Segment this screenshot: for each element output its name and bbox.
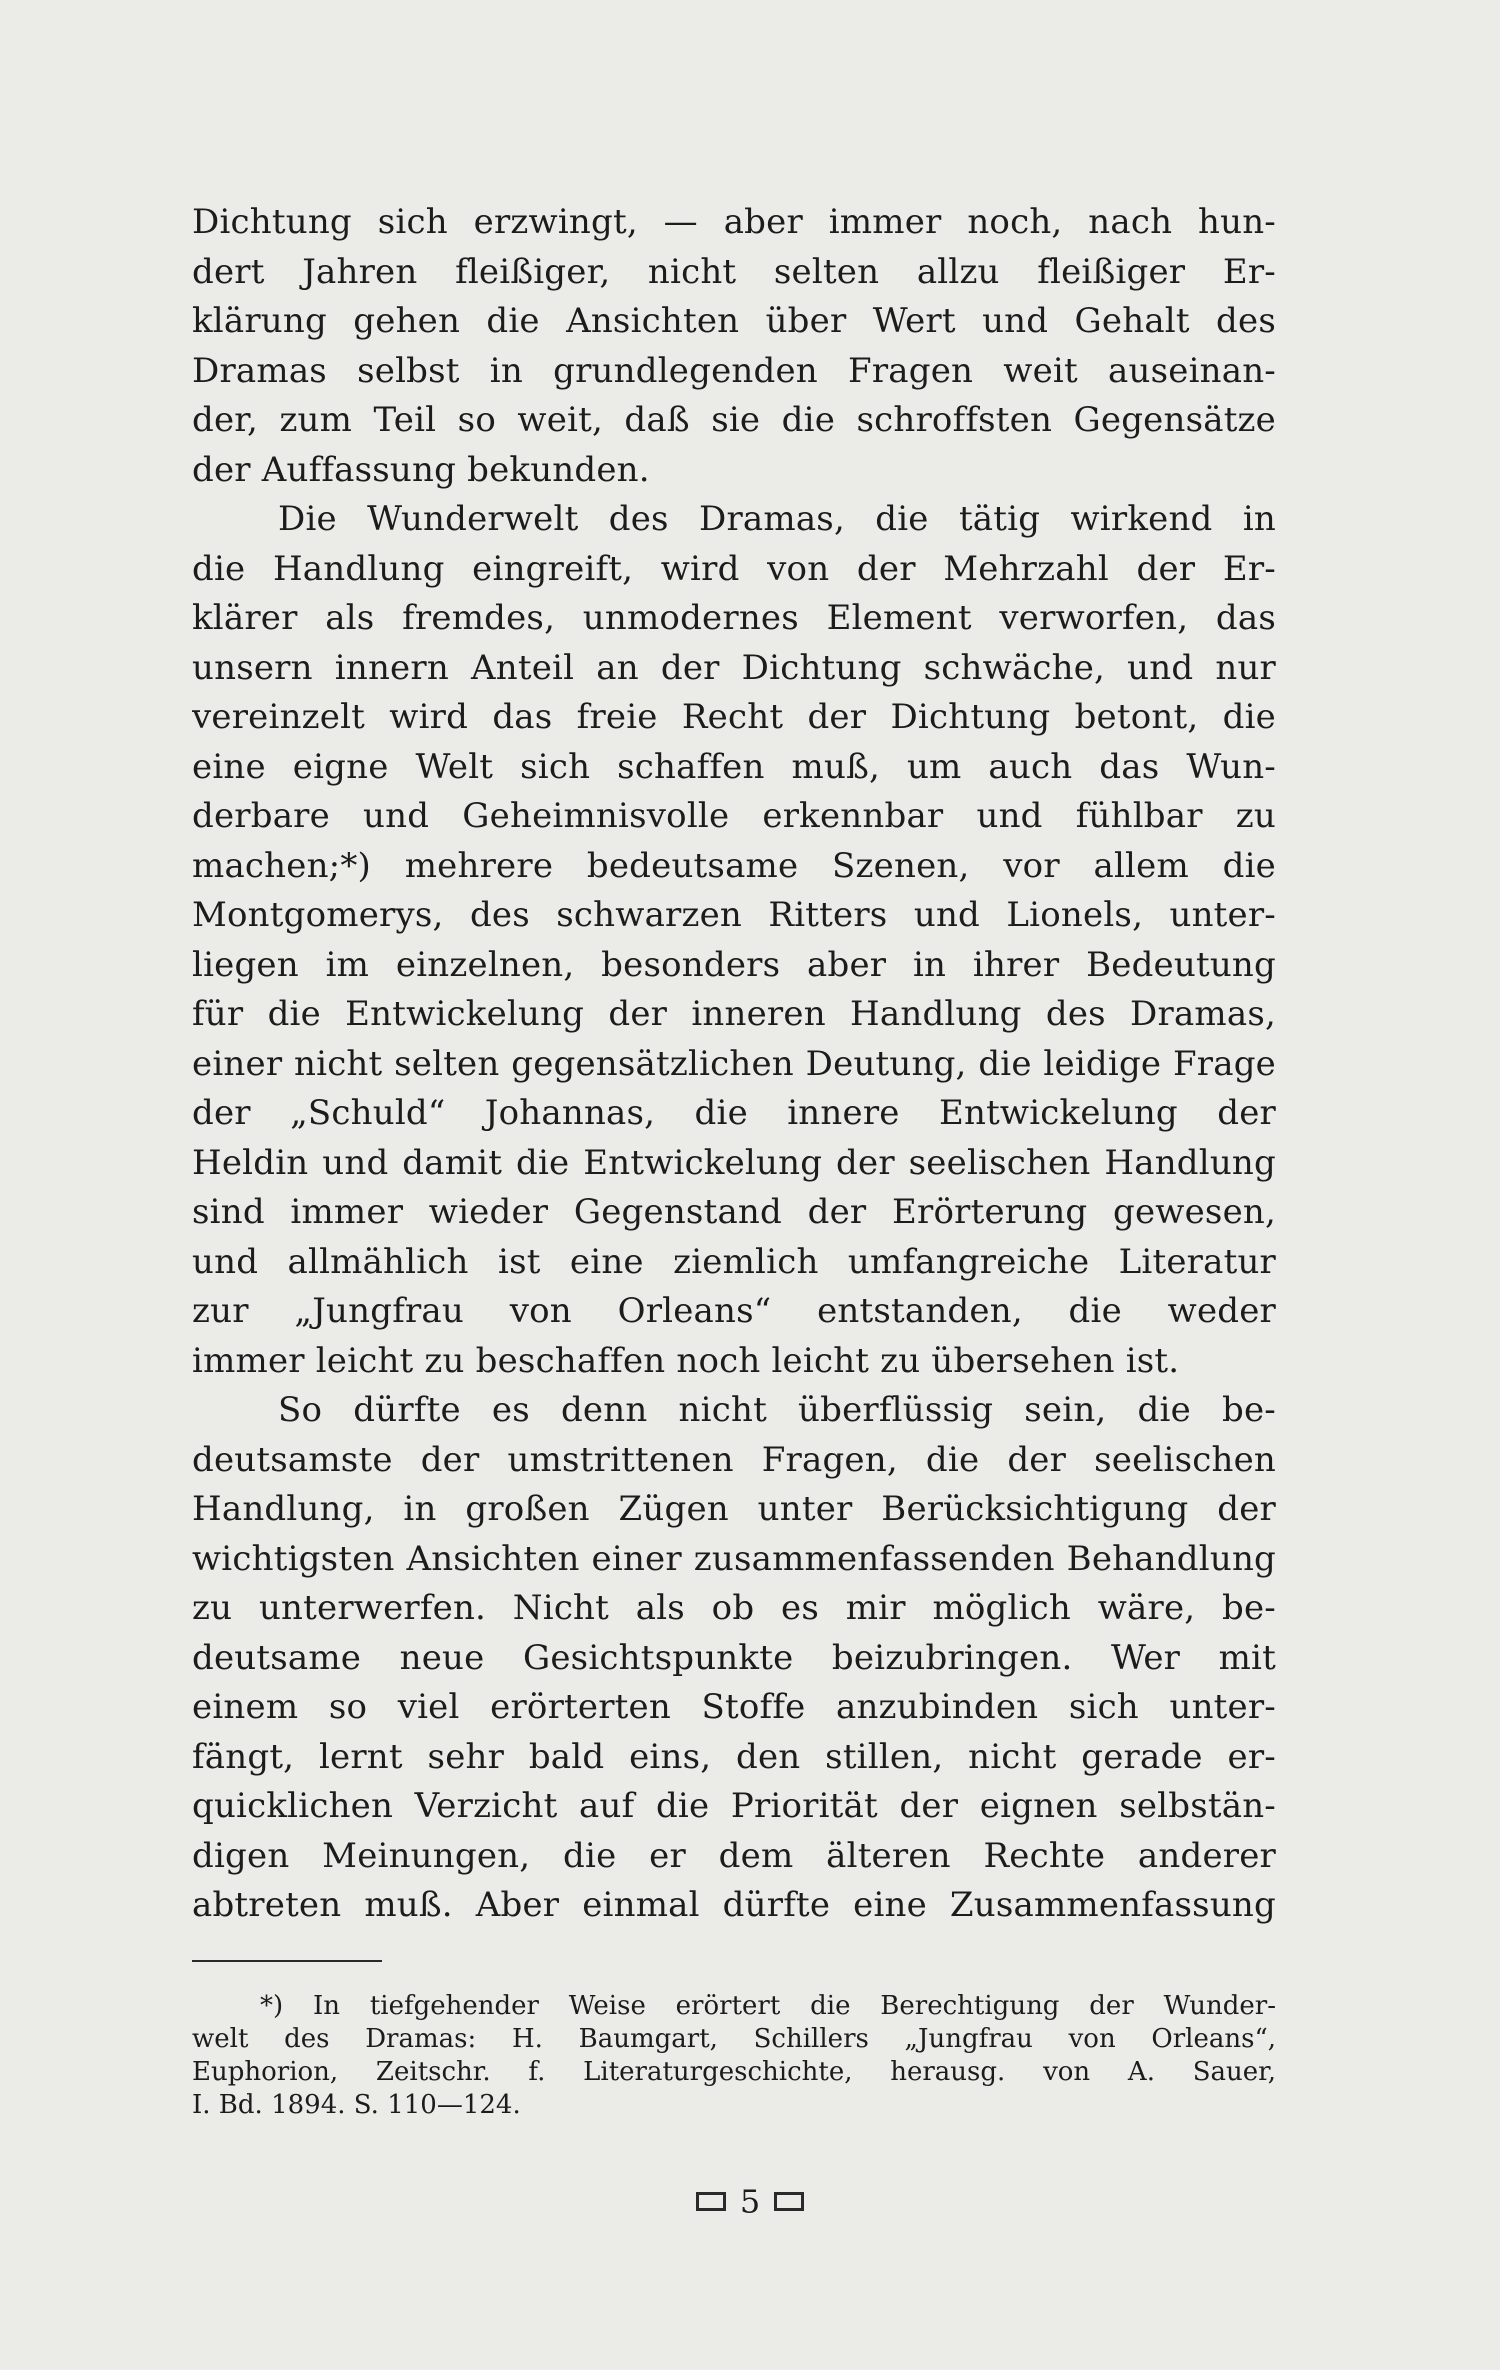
text-line: eine eigne Welt sich schaffen muß, um auch das Wun- bbox=[192, 746, 1276, 787]
text-line: zu unterwerfen. Nicht als ob es mir möglich wäre, be- bbox=[192, 1588, 1276, 1628]
text-line: der Auffassung bekunden. bbox=[192, 449, 650, 490]
text-line: klärung gehen die Ansichten über Wert und Gehalt des bbox=[192, 301, 1276, 341]
text-line: fängt, lernt sehr bald eins, den stillen, nicht gerade er- bbox=[192, 1736, 1276, 1777]
footnote bbox=[192, 1990, 1276, 2122]
text-line: deutsamste der umstrittenen Fragen, die der seelischen bbox=[192, 1439, 1276, 1480]
text-line: quicklichen Verzicht auf die Priorität der eignen selbstän- bbox=[192, 1786, 1276, 1826]
text-line: abtreten muß. Aber einmal dürfte eine Zusammenfassung bbox=[192, 1885, 1276, 1925]
text-line: Heldin und damit die Entwickelung der seelischen Handlung bbox=[192, 1142, 1276, 1183]
text-line: vereinzelt wird das freie Recht der Dichtung betont, die bbox=[192, 697, 1276, 737]
footnote-divider bbox=[192, 1960, 382, 1962]
text-line: immer leicht zu beschaffen noch leicht zu übersehen ist. bbox=[192, 1340, 1180, 1381]
ornament-box-left bbox=[696, 2192, 726, 2211]
text-line: Handlung, in großen Zügen unter Berücksichtigung der bbox=[192, 1489, 1276, 1529]
page-number bbox=[0, 2180, 1500, 2221]
text-line: klärer als fremdes, unmodernes Element verworfen, das bbox=[192, 598, 1276, 638]
text-line: Dramas selbst in grundlegenden Fragen weit auseinan- bbox=[192, 350, 1276, 391]
text-line: wichtigsten Ansichten einer zusammenfassenden Behandlung bbox=[192, 1538, 1276, 1579]
text-line: derbare und Geheimnisvolle erkennbar und fühlbar zu bbox=[192, 796, 1276, 836]
main-text bbox=[192, 198, 1276, 1931]
text-line: die Handlung eingreift, wird von der Mehrzahl der Er- bbox=[192, 548, 1276, 589]
text-line: einem so viel erörterten Stoffe anzubinden sich unter- bbox=[192, 1687, 1276, 1727]
text-line: Montgomerys, des schwarzen Ritters und Lionels, unter- bbox=[192, 895, 1276, 935]
text-line: Dichtung sich erzwingt, — aber immer noch, nach hun- bbox=[192, 202, 1276, 242]
text-line: machen;*) mehrere bedeutsame Szenen, vor allem die bbox=[192, 845, 1276, 886]
footnote-line: I. Bd. 1894. S. 110—124. bbox=[192, 2090, 521, 2120]
text-line: Die Wunderwelt des Dramas, die tätig wirkend in bbox=[278, 499, 1276, 539]
text-line: und allmählich ist eine ziemlich umfangreiche Literatur bbox=[192, 1241, 1276, 1282]
text-line: für die Entwickelung der inneren Handlung des Dramas, bbox=[192, 994, 1276, 1034]
text-line: der „Schuld“ Johannas, die innere Entwickelung der bbox=[192, 1093, 1276, 1133]
text-line: digen Meinungen, die er dem älteren Rechte anderer bbox=[192, 1835, 1276, 1876]
ornament-box-right bbox=[774, 2192, 804, 2211]
text-line: So dürfte es denn nicht überflüssig sein, die be- bbox=[278, 1390, 1276, 1430]
text-line: der, zum Teil so weit, daß sie die schroffsten Gegensätze bbox=[192, 400, 1276, 440]
page-number-value: 5 bbox=[739, 2182, 761, 2221]
text-line: zur „Jungfrau von Orleans“ entstanden, die weder bbox=[192, 1291, 1276, 1331]
text-line: unsern innern Anteil an der Dichtung schwäche, und nur bbox=[192, 647, 1276, 688]
text-line: deutsame neue Gesichtspunkte beizubringen. Wer mit bbox=[192, 1637, 1276, 1678]
footnote-line: *) In tiefgehender Weise erörtert die Berechtigung der Wunder- bbox=[260, 1991, 1276, 2021]
text-line: einer nicht selten gegensätzlichen Deutung, die leidige Frage bbox=[192, 1043, 1276, 1084]
footnote-line: Euphorion, Zeitschr. f. Literaturgeschichte, herausg. von A. Sauer, bbox=[192, 2057, 1276, 2087]
footnote-line: welt des Dramas: H. Baumgart, Schillers „Jungfrau von Orleans“, bbox=[192, 2024, 1276, 2054]
text-line: liegen im einzelnen, besonders aber in ihrer Bedeutung bbox=[192, 944, 1276, 985]
text-line: sind immer wieder Gegenstand der Erörterung gewesen, bbox=[192, 1192, 1276, 1232]
text-line: dert Jahren fleißiger, nicht selten allzu fleißiger Er- bbox=[192, 251, 1276, 292]
